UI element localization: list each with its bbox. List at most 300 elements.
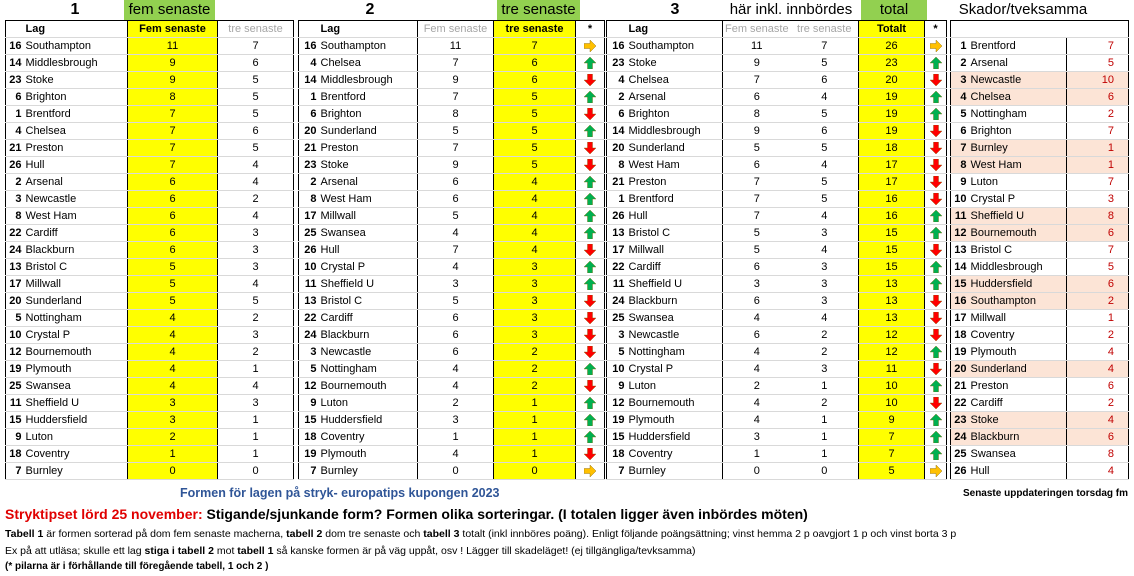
tre-value: 4 (218, 208, 294, 225)
tre-value: 3 (791, 225, 859, 242)
injury-count: 6 (1067, 429, 1129, 446)
text: är formen sorterad på dom fem senaste macherna, (43, 528, 287, 540)
fem-value: 5 (128, 276, 218, 293)
team-name: Blackburn (24, 242, 128, 259)
tre-value: 2 (791, 344, 859, 361)
fem-value: 4 (128, 344, 218, 361)
arrow-cell (925, 259, 947, 276)
team-name: Bournemouth (627, 395, 723, 412)
fem-value: 7 (418, 242, 494, 259)
injury-count: 7 (1067, 242, 1129, 259)
team-name: Coventry (627, 446, 723, 463)
team-name: Newcastle (627, 327, 723, 344)
tre-value: 4 (218, 378, 294, 395)
tre-value: 3 (791, 276, 859, 293)
fem-value: 4 (128, 327, 218, 344)
arrow-cell (925, 463, 947, 480)
team-rank: 6 (6, 89, 24, 106)
table-row (951, 242, 1129, 259)
table-row (951, 72, 1129, 89)
tre-value: 1 (494, 395, 576, 412)
arrow-down-icon (930, 159, 942, 171)
arrow-up-icon (584, 176, 596, 188)
fem-value: 9 (418, 72, 494, 89)
arrow-cell (576, 361, 605, 378)
table2-number: 2 (365, 1, 375, 18)
team-name: Newcastle (24, 191, 128, 208)
team-name: Middlesbrough (627, 123, 723, 140)
arrow-down-icon (930, 397, 942, 409)
tre-value: 1 (218, 429, 294, 446)
injury-count: 8 (1067, 446, 1129, 463)
rank-header (607, 21, 627, 38)
table-row (951, 89, 1129, 106)
team-rank: 18 (299, 429, 319, 446)
team-rank: 22 (6, 225, 24, 242)
team-name: Brighton (627, 106, 723, 123)
injury-rank: 7 (951, 140, 969, 157)
table-header-row (951, 21, 1129, 38)
table-row (607, 157, 947, 174)
injury-rank: 25 (951, 446, 969, 463)
team-name: Plymouth (627, 412, 723, 429)
arrow-cell (576, 123, 605, 140)
updated-note: Senaste uppdateringen torsdag fm (962, 488, 1128, 499)
team-rank: 4 (607, 72, 627, 89)
arrow-down-icon (930, 193, 942, 205)
table-row (607, 106, 947, 123)
tre-value: 2 (494, 344, 576, 361)
team-name: Preston (969, 378, 1067, 395)
team-name: Millwall (319, 208, 418, 225)
total-value: 15 (859, 225, 925, 242)
team-rank: 25 (299, 225, 319, 242)
team-name: Brighton (969, 123, 1067, 140)
totalt-header: Totalt (859, 21, 925, 38)
team-name: West Ham (627, 157, 723, 174)
table-row (299, 38, 605, 55)
table-row (607, 174, 947, 191)
arrow-cell (925, 276, 947, 293)
team-rank: 14 (299, 72, 319, 89)
team-name: Nottingham (319, 361, 418, 378)
tre-value: 7 (791, 38, 859, 55)
team-name: Middlesbrough (24, 55, 128, 72)
team-name: Millwall (627, 242, 723, 259)
table-row (6, 327, 294, 344)
injury-count: 3 (1067, 191, 1129, 208)
table-row (6, 293, 294, 310)
arrow-up-icon (584, 397, 596, 409)
team-name: Nottingham (24, 310, 128, 327)
team-name: Newcastle (969, 72, 1067, 89)
team-name: Chelsea (319, 55, 418, 72)
team-name: Preston (319, 140, 418, 157)
fem-value: 3 (418, 276, 494, 293)
fem-value: 1 (128, 446, 218, 463)
team-rank: 24 (6, 242, 24, 259)
fem-value: 5 (128, 293, 218, 310)
team-name: Middlesbrough (969, 259, 1067, 276)
arrow-cell (925, 344, 947, 361)
fem-header: Fem senaste (418, 21, 494, 38)
team-name: Brentford (24, 106, 128, 123)
tre-value: 1 (791, 412, 859, 429)
arrow-down-icon (930, 142, 942, 154)
arrow-cell (576, 463, 605, 480)
team-rank: 18 (607, 446, 627, 463)
fem-value: 6 (723, 259, 791, 276)
table-row (607, 55, 947, 72)
team-name: Swansea (24, 378, 128, 395)
table1-number: 1 (70, 1, 80, 18)
fem-value: 3 (723, 429, 791, 446)
table-row (299, 174, 605, 191)
table-row (951, 429, 1129, 446)
injury-rank: 17 (951, 310, 969, 327)
team-name: Crystal P (969, 191, 1067, 208)
team-name: Nottingham (969, 106, 1067, 123)
injury-rank: 1 (951, 38, 969, 55)
table3-total-header: total (861, 0, 927, 20)
arrow-cell (576, 72, 605, 89)
table-row (299, 276, 605, 293)
team-name: Burnley (24, 463, 128, 480)
team-name: Plymouth (319, 446, 418, 463)
table-row (6, 208, 294, 225)
tre-value: 2 (218, 191, 294, 208)
team-name: Brighton (24, 89, 128, 106)
injury-rank: 21 (951, 378, 969, 395)
fem-value: 4 (723, 361, 791, 378)
total-value: 17 (859, 174, 925, 191)
team-name: Luton (24, 429, 128, 446)
team-name: Bournemouth (319, 378, 418, 395)
team-rank: 26 (6, 157, 24, 174)
table-row (951, 174, 1129, 191)
arrow-cell (576, 242, 605, 259)
team-rank: 21 (6, 140, 24, 157)
arrow-cell (576, 89, 605, 106)
table-row (607, 242, 947, 259)
arrow-right-icon (930, 465, 942, 477)
fem-value: 4 (723, 344, 791, 361)
injury-count: 2 (1067, 327, 1129, 344)
injuries-title: Skador/tveksamma (958, 1, 1088, 18)
team-name: Huddersfield (24, 412, 128, 429)
team-name: Huddersfield (319, 412, 418, 429)
team-name: Stoke (319, 157, 418, 174)
team-rank: 9 (607, 378, 627, 395)
arrow-cell (576, 174, 605, 191)
arrow-right-icon (930, 40, 942, 52)
team-name: Stoke (24, 72, 128, 89)
table-row (299, 463, 605, 480)
arrow-cell (576, 259, 605, 276)
table-row (607, 225, 947, 242)
table-3 (606, 20, 947, 480)
team-name: Sheffield U (969, 208, 1067, 225)
injury-count: 6 (1067, 378, 1129, 395)
team-rank: 12 (299, 378, 319, 395)
tre-value: 2 (218, 310, 294, 327)
arrow-up-icon (584, 227, 596, 239)
arrow-right-icon (584, 465, 596, 477)
injury-count: 10 (1067, 72, 1129, 89)
tre-value: 3 (218, 395, 294, 412)
fem-value: 6 (418, 174, 494, 191)
fem-value: 4 (418, 259, 494, 276)
table-row (299, 327, 605, 344)
injury-count: 5 (1067, 55, 1129, 72)
fem-value: 6 (418, 310, 494, 327)
team-name: West Ham (969, 157, 1067, 174)
team-rank: 25 (6, 378, 24, 395)
team-rank: 17 (607, 242, 627, 259)
injury-rank: 5 (951, 106, 969, 123)
team-rank: 12 (6, 344, 24, 361)
table-row (607, 140, 947, 157)
table-row (951, 344, 1129, 361)
team-name: Preston (627, 174, 723, 191)
table-row (607, 72, 947, 89)
table-row (299, 191, 605, 208)
team-rank: 23 (299, 157, 319, 174)
total-value: 19 (859, 123, 925, 140)
fem-value: 4 (128, 378, 218, 395)
team-rank: 23 (6, 72, 24, 89)
fem-value: 4 (418, 378, 494, 395)
team-rank: 3 (299, 344, 319, 361)
injury-count: 7 (1067, 123, 1129, 140)
tre-value: 2 (494, 361, 576, 378)
arrow-cell (925, 72, 947, 89)
fem-value: 4 (418, 361, 494, 378)
arrow-cell (925, 191, 947, 208)
team-rank: 8 (607, 157, 627, 174)
team-name: Coventry (24, 446, 128, 463)
tre-value: 2 (791, 327, 859, 344)
blank-header (951, 21, 969, 38)
arrow-cell (925, 446, 947, 463)
team-name: Cardiff (319, 310, 418, 327)
team-name: Southampton (319, 38, 418, 55)
team-rank: 15 (6, 412, 24, 429)
team-rank: 2 (6, 174, 24, 191)
arrow-header: * (925, 21, 947, 38)
injury-rank: 9 (951, 174, 969, 191)
tre-value: 2 (494, 378, 576, 395)
arrow-up-icon (930, 108, 942, 120)
injury-count: 6 (1067, 276, 1129, 293)
fem-value: 1 (723, 446, 791, 463)
team-rank: 10 (607, 361, 627, 378)
tre-header: tre senaste (494, 21, 576, 38)
team-rank: 24 (607, 293, 627, 310)
team-name: Luton (319, 395, 418, 412)
ref-table3: tabell 3 (423, 528, 460, 540)
tre-value: 3 (494, 293, 576, 310)
team-name: Arsenal (969, 55, 1067, 72)
fem-value: 7 (128, 140, 218, 157)
tre-value: 0 (791, 463, 859, 480)
table-row (6, 259, 294, 276)
table-row (951, 225, 1129, 242)
tre-value: 6 (791, 72, 859, 89)
table-row (951, 38, 1129, 55)
team-name: Hull (319, 242, 418, 259)
team-name: Cardiff (969, 395, 1067, 412)
tre-value: 4 (791, 242, 859, 259)
table-row (607, 429, 947, 446)
team-name: Brentford (969, 38, 1067, 55)
arrow-cell (925, 106, 947, 123)
table-row (607, 327, 947, 344)
table-row (6, 242, 294, 259)
team-rank: 15 (607, 429, 627, 446)
arrow-down-icon (584, 142, 596, 154)
arrow-down-icon (584, 74, 596, 86)
fem-value: 6 (128, 174, 218, 191)
team-rank: 7 (607, 463, 627, 480)
fem-value: 7 (128, 157, 218, 174)
arrow-down-icon (584, 244, 596, 256)
team-rank: 6 (299, 106, 319, 123)
arrow-cell (576, 310, 605, 327)
fem-value: 3 (128, 412, 218, 429)
footer-title (5, 506, 808, 522)
fem-value: 2 (128, 429, 218, 446)
fem-value: 9 (723, 123, 791, 140)
tre-value: 4 (791, 89, 859, 106)
tre-value: 5 (218, 140, 294, 157)
team-name: Millwall (24, 276, 128, 293)
tre-value: 3 (791, 293, 859, 310)
tre-header: tre senaste (218, 21, 294, 38)
team-rank: 3 (6, 191, 24, 208)
tre-value: 4 (494, 208, 576, 225)
arrow-up-icon (584, 414, 596, 426)
fem-value: 7 (418, 55, 494, 72)
team-rank: 10 (6, 327, 24, 344)
blank-header (1067, 21, 1129, 38)
table-row (6, 310, 294, 327)
fem-value: 0 (128, 463, 218, 480)
arrow-cell (576, 412, 605, 429)
arrow-cell (925, 55, 947, 72)
arrow-up-icon (930, 57, 942, 69)
team-name: Chelsea (969, 89, 1067, 106)
total-value: 7 (859, 446, 925, 463)
team-name: Swansea (319, 225, 418, 242)
team-name: Southampton (24, 38, 128, 55)
table-row (6, 157, 294, 174)
injury-count: 2 (1067, 395, 1129, 412)
team-name: Swansea (969, 446, 1067, 463)
team-name: Plymouth (969, 344, 1067, 361)
tre-value: 3 (218, 259, 294, 276)
fem-value: 7 (723, 208, 791, 225)
arrow-up-icon (584, 431, 596, 443)
team-rank: 26 (299, 242, 319, 259)
team-name: Newcastle (319, 344, 418, 361)
table-row (607, 344, 947, 361)
fem-value: 4 (418, 446, 494, 463)
arrow-up-icon (930, 278, 942, 290)
total-value: 20 (859, 72, 925, 89)
table-row (6, 89, 294, 106)
arrow-down-icon (930, 125, 942, 137)
arrow-down-icon (930, 74, 942, 86)
tre-value: 5 (494, 123, 576, 140)
table-row (6, 225, 294, 242)
tre-value: 5 (791, 106, 859, 123)
arrow-cell (925, 157, 947, 174)
table-row (6, 174, 294, 191)
team-rank: 4 (299, 55, 319, 72)
arrow-right-icon (584, 40, 596, 52)
team-rank: 19 (6, 361, 24, 378)
team-name: Sunderland (627, 140, 723, 157)
tre-value: 1 (791, 446, 859, 463)
arrow-down-icon (584, 329, 596, 341)
total-value: 13 (859, 293, 925, 310)
team-rank: 1 (299, 89, 319, 106)
team-name: Chelsea (627, 72, 723, 89)
table-row (951, 276, 1129, 293)
team-rank: 16 (6, 38, 24, 55)
team-rank: 25 (607, 310, 627, 327)
fem-value: 6 (723, 293, 791, 310)
fem-value: 5 (723, 225, 791, 242)
table-row (299, 89, 605, 106)
arrow-down-icon (584, 159, 596, 171)
team-rank: 23 (607, 55, 627, 72)
team-name: Bournemouth (24, 344, 128, 361)
tre-value: 1 (791, 429, 859, 446)
table-row (299, 293, 605, 310)
team-name: Plymouth (24, 361, 128, 378)
fem-value: 8 (723, 106, 791, 123)
table-row (6, 123, 294, 140)
arrow-cell (576, 157, 605, 174)
team-name: Cardiff (24, 225, 128, 242)
injury-count: 1 (1067, 157, 1129, 174)
table-row (6, 361, 294, 378)
fem-value: 7 (418, 140, 494, 157)
team-rank: 22 (607, 259, 627, 276)
team-name: Bournemouth (969, 225, 1067, 242)
arrow-down-icon (584, 380, 596, 392)
table-row (6, 412, 294, 429)
team-rank: 9 (299, 395, 319, 412)
team-rank: 20 (6, 293, 24, 310)
tre-value: 1 (218, 446, 294, 463)
table1-title: fem senaste (124, 0, 215, 20)
tre-value: 4 (494, 191, 576, 208)
fem-value: 0 (418, 463, 494, 480)
total-value: 9 (859, 412, 925, 429)
arrow-down-icon (930, 312, 942, 324)
team-name: Arsenal (627, 89, 723, 106)
team-header: Lag (627, 21, 723, 38)
fem-value: 4 (723, 310, 791, 327)
team-name: Bristol C (969, 242, 1067, 259)
tre-value: 5 (218, 89, 294, 106)
arrow-down-icon (930, 363, 942, 375)
total-value: 16 (859, 191, 925, 208)
tre-value: 3 (494, 259, 576, 276)
